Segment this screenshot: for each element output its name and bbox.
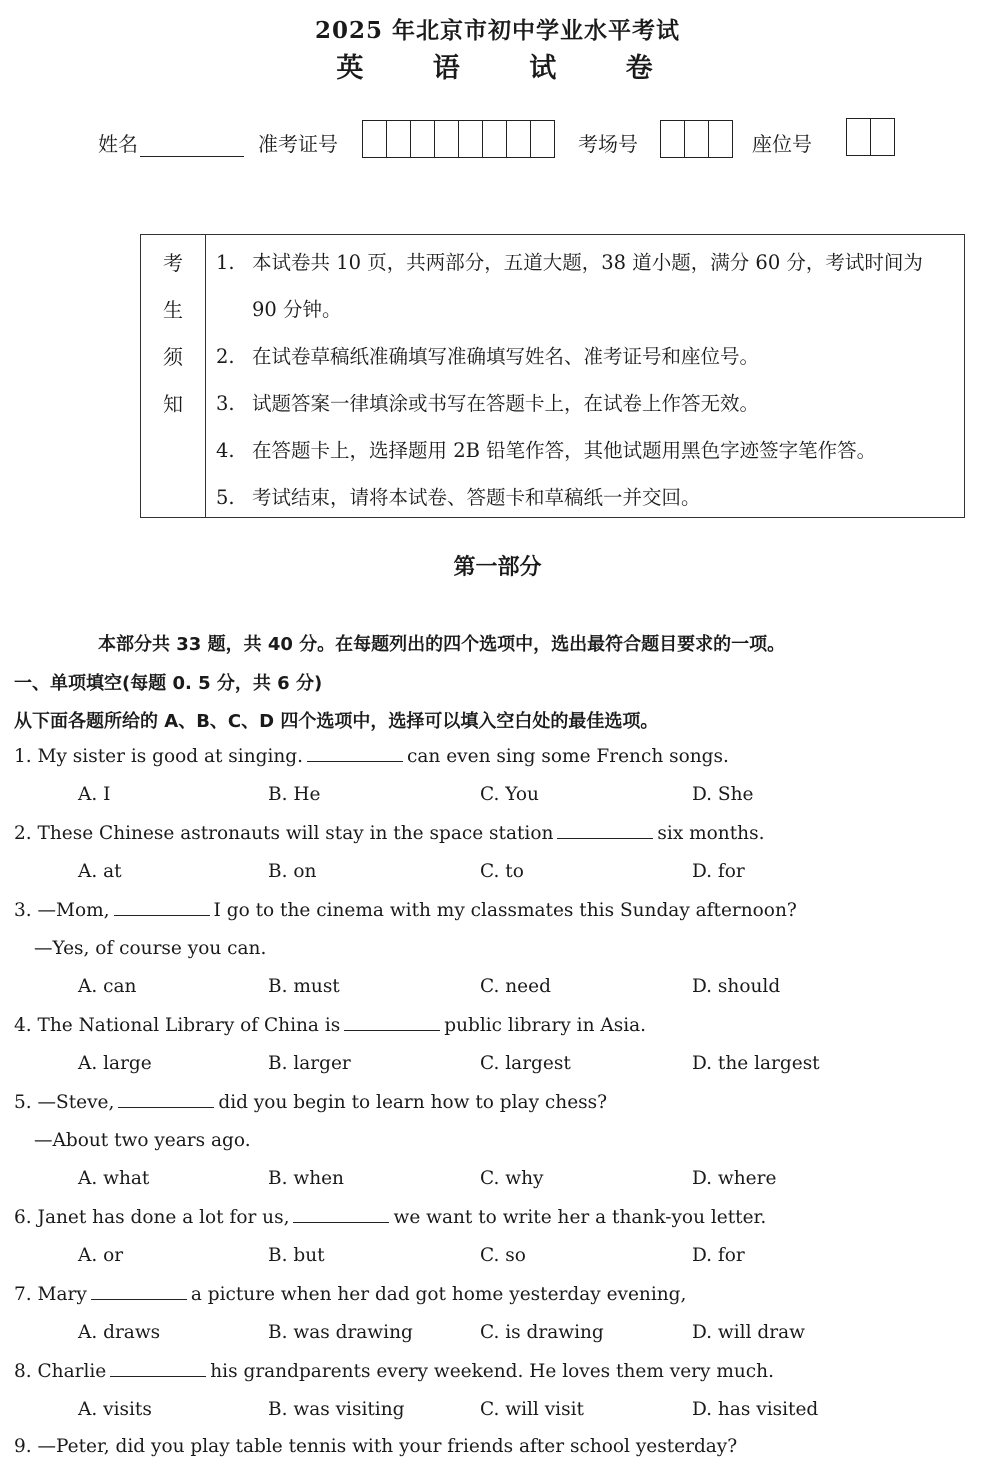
option: A. large [78,1053,152,1074]
subject-title: 英 语 试 卷 [336,53,683,84]
option: D. for [692,1245,745,1266]
answer-blank [344,1014,440,1031]
option: D. should [692,976,781,997]
option: D. for [692,861,745,882]
notice-heading-char: 生 [163,298,183,322]
notice-heading [141,235,206,517]
answer-blank [557,822,653,839]
question-stem: 4. The National Library of China is public library in Asia. [14,1015,647,1036]
name-field [98,128,244,157]
option: A. can [78,976,137,997]
room-label: 考场号 [578,132,638,156]
question-stem: 7. Mary a picture when her dad got home yesterday evening, [14,1284,687,1305]
option: B. was drawing [268,1322,413,1343]
notice-item: 1. 本试卷共 10 页，共两部分，五道大题，38 道小题，满分 60 分，考试时间为 [216,251,923,274]
option: C. largest [480,1053,571,1074]
option: A. at [78,861,122,882]
notice-body [206,235,964,517]
notice-heading-char: 知 [163,392,183,416]
option: D. will draw [692,1322,805,1343]
answer-blank [110,1360,206,1377]
notice-item: 3. 试题答案一律填涂或书写在答题卡上，在试卷上作答无效。 [216,392,760,415]
option: B. on [268,861,317,882]
option: D. where [692,1168,777,1189]
exam-id-boxes [362,120,555,158]
option: B. when [268,1168,344,1189]
part-intro: 本部分共 33 题，共 40 分。在每题列出的四个选项中，选出最符合题目要求的一项。 [98,634,786,655]
section-title: 一、单项填空(每题 0. 5 分，共 6 分) [14,673,323,694]
notice-item: 90 分钟。 [252,298,342,321]
seat-boxes [846,118,895,156]
question-stem: 2. These Chinese astronauts will stay in the space station six months. [14,823,765,844]
question-reply: —Yes, of course you can. [34,938,267,959]
section-instruction: 从下面各题所给的 A、B、C、D 四个选项中，选择可以填入空白处的最佳选项。 [14,711,659,732]
part-title: 第一部分 [453,554,542,580]
option: C. will visit [480,1399,584,1420]
exam-id-label: 准考证号 [258,132,338,156]
notice-item: 2. 在试卷草稿纸准确填写准确填写姓名、准考证号和座位号。 [216,345,760,368]
question-stem: 9. —Peter, did you play table tennis with your friends after school yesterday? [14,1436,738,1457]
option: A. draws [78,1322,161,1343]
option: B. He [268,784,321,805]
question-stem: 1. My sister is good at singing. can even sing some French songs. [14,746,729,767]
option: B. but [268,1245,325,1266]
option: A. what [78,1168,150,1189]
option: B. was visiting [268,1399,405,1420]
option: A. visits [78,1399,152,1420]
answer-blank [118,1091,214,1108]
option: B. larger [268,1053,351,1074]
notice-heading-char: 考 [163,251,183,275]
name-blank [140,134,244,157]
answer-blank [91,1283,187,1300]
answer-blank [114,899,210,916]
seat-label: 座位号 [752,132,812,156]
question-stem: 6. Janet has done a lot for us, we want to write her a thank-you letter. [14,1207,767,1228]
option: A. I [78,784,111,805]
answer-blank [293,1206,389,1223]
option: C. to [480,861,524,882]
notice-item: 4. 在答题卡上，选择题用 2B 铅笔作答，其他试题用黑色字迹签字笔作答。 [216,439,877,462]
option: D. has visited [692,1399,819,1420]
option: D. She [692,784,754,805]
option: C. You [480,784,539,805]
option: D. the largest [692,1053,820,1074]
question-reply: —About two years ago. [34,1130,251,1151]
option: C. so [480,1245,526,1266]
question-stem: 5. —Steve, did you begin to learn how to play chess? [14,1092,608,1113]
exam-title: 2025 年北京市初中学业水平考试 [314,17,681,44]
question-stem: 3. —Mom, I go to the cinema with my classmates this Sunday afternoon? [14,900,797,921]
question-stem: 8. Charlie his grandparents every weekend. He loves them very much. [14,1361,774,1382]
room-boxes [660,120,733,158]
candidate-notice-box [140,234,965,518]
option: C. why [480,1168,544,1189]
option: C. need [480,976,551,997]
notice-heading-char: 须 [163,345,183,369]
answer-blank [307,745,403,762]
name-label: 姓名 [98,132,138,156]
option: A. or [78,1245,124,1266]
notice-item: 5. 考试结束，请将本试卷、答题卡和草稿纸一并交回。 [216,486,701,509]
option: C. is drawing [480,1322,604,1343]
option: B. must [268,976,340,997]
